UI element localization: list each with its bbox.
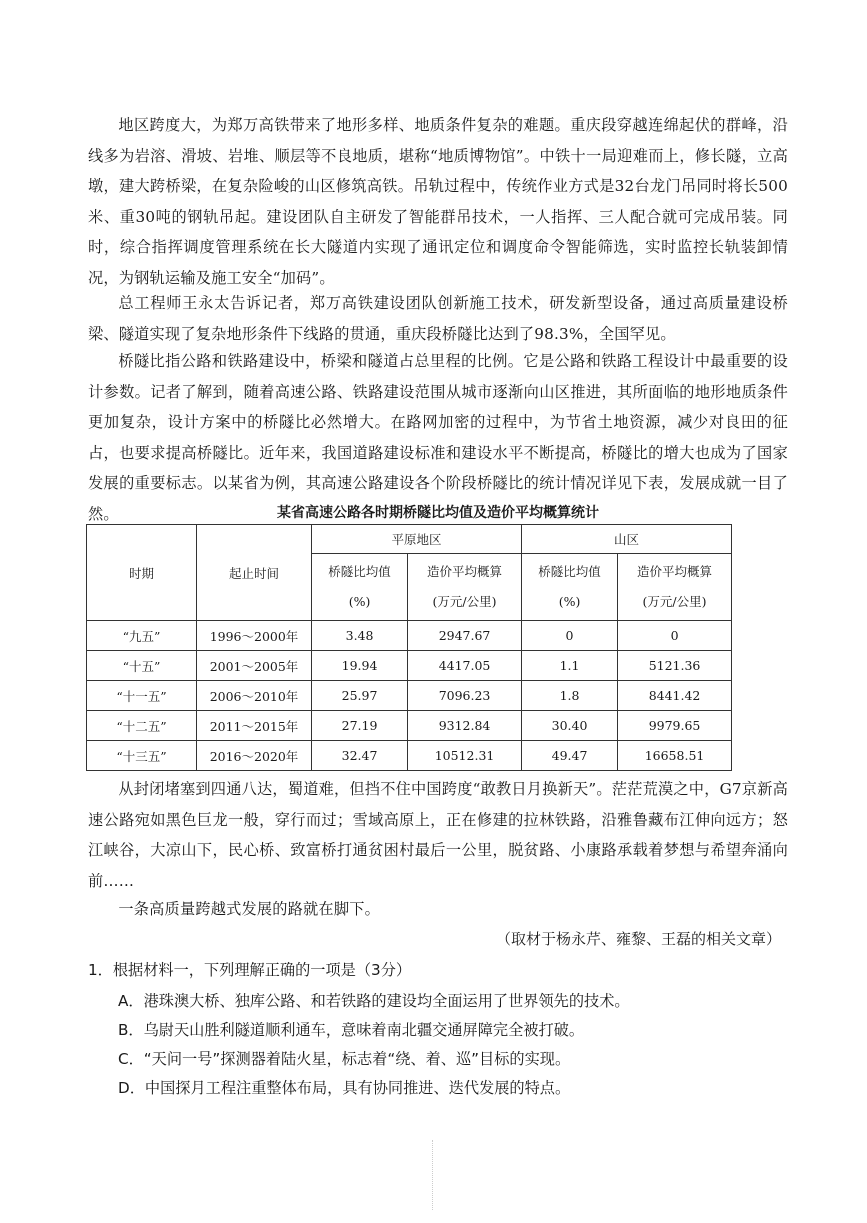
cell-plain-ratio: 27.19 [312,711,408,741]
header-plain-cost-unit: (万元/公里) [432,594,497,609]
cell-mtn-ratio: 0 [521,621,617,651]
header-plain: 平原地区 [312,525,522,554]
cell-plain-cost: 7096.23 [408,681,522,711]
option-a[interactable]: A．港珠澳大桥、独库公路、和若铁路的建设均全面运用了世界领先的技术。 [118,992,630,1010]
option-c[interactable]: C．“天问一号”探测器着陆火星，标志着“绕、着、巡”目标的实现。 [118,1050,571,1068]
cell-plain-ratio: 25.97 [312,681,408,711]
table-row [87,651,732,681]
header-plain-ratio-unit: (%) [348,594,371,609]
header-mtn-cost-label: 造价平均概算 [637,564,713,579]
statistics-table [86,524,732,771]
question-stem: 1．根据材料一，下列理解正确的一项是（3分） [88,961,412,979]
cell-plain-cost: 10512.31 [408,741,522,771]
paragraph-3: 桥隧比指公路和铁路建设中，桥梁和隧道占总里程的比例。它是公路和铁路工程设计中最重要的设计参数。记者了解到，随着高速公路、铁路建设范围从城市逐渐向山区推进，其所面临的地形地质条件更加复杂，设计方案中的桥隧比必然增大。在路网加密的过程中，为节省土地资源，减少对良田的征占，也要求提高桥隧比。近年来，我国道路建设标准和建设水平不断提高，桥隧比的增大也成为了国家发展的重要标志。以某省为例，其高速公路建设各个阶段桥隧比的统计情况详见下表，发展成就一目了然。 [88,352,788,523]
cell-period: “十二五” [87,711,197,741]
paragraph-5: 一条高质量跨越式发展的路就在脚下。 [118,900,380,918]
paragraph-1: 地区跨度大，为郑万高铁带来了地形多样、地质条件复杂的难题。重庆段穿越连绵起伏的群峰，沿线多为岩溶、滑坡、岩堆、顺层等不良地质，堪称“地质博物馆”。中铁十一局迎难而上，修长隧，立高墩，建大跨桥梁，在复杂险峻的山区修筑高铁。吊轨过程中，传统作业方式是32台龙门吊同时将长500米、重30吨的钢轨吊起。建设团队自主研发了智能群吊技术，一人指挥、三人配合就可完成吊装。同时，综合指挥调度管理系统在长大隧道内实现了通讯定位和调度命令智能筛选，实时监控长轨装卸情况，为钢轨运输及施工安全“加码”。 [88,116,788,287]
cell-mtn-ratio: 1.1 [521,651,617,681]
cell-mtn-ratio: 30.40 [521,711,617,741]
cell-plain-ratio: 3.48 [312,621,408,651]
cell-plain-cost: 4417.05 [408,651,522,681]
header-mtn-ratio-label: 桥隧比均值 [538,564,601,579]
table-caption: 某省高速公路各时期桥隧比均值及造价平均概算统计 [277,505,599,521]
option-b[interactable]: B．乌尉天山胜利隧道顺利通车，意味着南北疆交通屏障完全被打破。 [118,1021,585,1039]
paragraph-2: 总工程师王永太告诉记者，郑万高铁建设团队创新施工技术，研发新型设备，通过高质量建设桥梁、隧道实现了复杂地形条件下线路的贯通，重庆段桥隧比达到了98.3%，全国罕见。 [88,294,788,343]
cell-mtn-ratio: 49.47 [521,741,617,771]
cell-plain-cost: 9312.84 [408,711,522,741]
header-mtn-cost [618,554,732,621]
header-mtn-cost-unit: (万元/公里) [642,594,707,609]
cell-mtn-cost: 16658.51 [618,741,732,771]
header-plain-ratio-label: 桥隧比均值 [328,564,391,579]
cell-mtn-cost: 8441.42 [618,681,732,711]
cell-period: “十五” [87,651,197,681]
header-years: 起止时间 [197,525,312,621]
cell-mtn-cost: 0 [618,621,732,651]
header-mtn-ratio-unit: (%) [558,594,581,609]
cell-plain-ratio: 32.47 [312,741,408,771]
cell-period: “十一五” [87,681,197,711]
cell-period: “九五” [87,621,197,651]
header-period: 时期 [87,525,197,621]
cell-plain-ratio: 19.94 [312,651,408,681]
cell-plain-cost: 2947.67 [408,621,522,651]
paragraph-4: 从封闭堵塞到四通八达，蜀道难，但挡不住中国跨度“敢教日月换新天”。茫茫荒漠之中，G7京新高速公路宛如黑色巨龙一般，穿行而过；雪域高原上，正在修建的拉林铁路，沿雅鲁藏布江伸向远方；怒江峡谷，大凉山下，民心桥、致富桥打通贫困村最后一公里，脱贫路、小康路承载着梦想与希望奔涌向前…… [88,780,788,890]
cell-mtn-ratio: 1.8 [521,681,617,711]
source-citation: （取材于杨永芹、雍黎、王磊的相关文章） [495,930,781,948]
fold-line [432,1140,434,1210]
cell-mtn-cost: 5121.36 [618,651,732,681]
table-row [87,621,732,651]
cell-years: 2001～2005年 [197,651,312,681]
cell-mtn-cost: 9979.65 [618,711,732,741]
cell-period: “十三五” [87,741,197,771]
cell-years: 2016～2020年 [197,741,312,771]
header-plain-cost-label: 造价平均概算 [427,564,503,579]
option-d[interactable]: D．中国探月工程注重整体布局，具有协同推进、迭代发展的特点。 [118,1079,571,1097]
cell-years: 2006～2010年 [197,681,312,711]
table-row [87,681,732,711]
cell-years: 1996～2000年 [197,621,312,651]
header-plain-cost [408,554,522,621]
header-mountain: 山区 [521,525,731,554]
cell-years: 2011～2015年 [197,711,312,741]
header-mtn-ratio [521,554,617,621]
table-row [87,711,732,741]
header-plain-ratio [312,554,408,621]
table-row [87,741,732,771]
